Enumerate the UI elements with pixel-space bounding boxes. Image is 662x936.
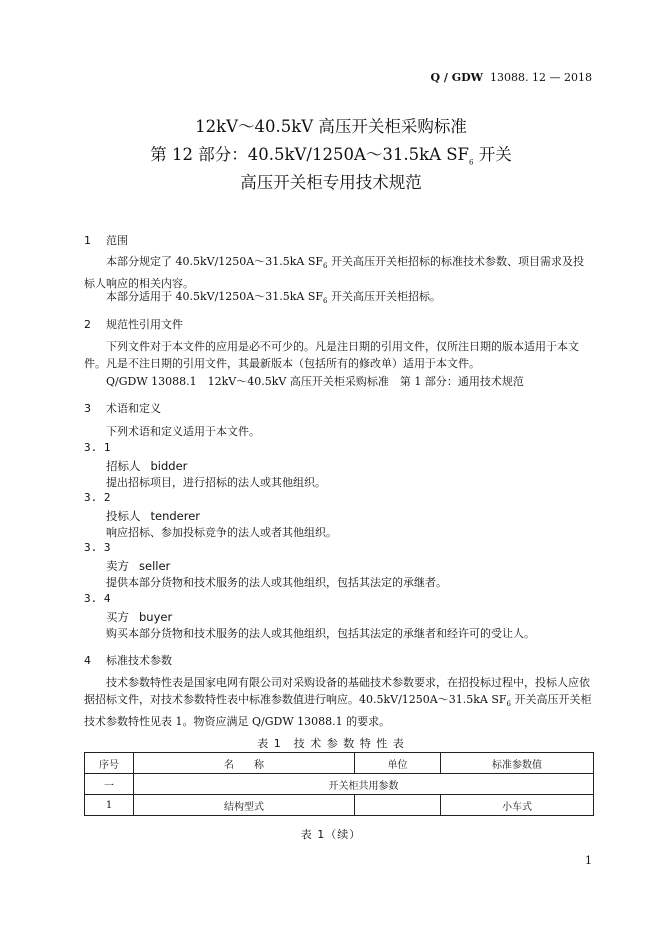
title-line1: 12kV～40.5kV 高压开关柜采购标准 (195, 117, 467, 136)
header-cell: 名 称 (134, 753, 355, 774)
title-line3: 高压开关柜专用技术规范 (240, 173, 422, 192)
section-1-para-1: 本部分规定了 40.5kV/1250A～31.5kA $SF_6$ 开关高压开关柜招标的标准技术参数、项目需求及投标人响应的相关内容。 (84, 255, 584, 291)
header-cell: 序号 (85, 753, 134, 774)
tech-params-table (84, 752, 594, 816)
cell-group-label: 开关柜共用参数 (134, 774, 594, 795)
term-title: 投标人 tenderer (106, 509, 201, 523)
document-code: Q / GDW 13088. 12 — 2018 (430, 71, 592, 84)
section-2-reference: Q/GDW 13088.1 12kV～40.5kV 高压开关柜采购标准 第 1 部分：通用技术规范 (106, 375, 524, 388)
term-definition: 响应招标、参加投标竞争的法人或者其他组织。 (106, 526, 337, 539)
cell-num: 一 (85, 774, 134, 795)
section-3-para-1: 下列术语和定义适用于本文件。 (106, 425, 260, 438)
term-title: 卖方 seller (106, 559, 171, 573)
term-title: 买方 buyer (106, 610, 173, 624)
section-4-heading: 4 标准技术参数 (84, 654, 172, 667)
section-2-para-1: 下列文件对于本文件的应用是必不可少的。凡是注日期的引用文件，仅所注日期的版本适用于本文件。凡是不注日期的引用文件，其最新版本（包括所有的修改单）适用于本文件。 (84, 340, 579, 370)
cell-unit (355, 795, 441, 816)
header-cell: 标准参数值 (441, 753, 594, 774)
table-row (85, 795, 594, 816)
title-line2: 第 12 部分：40.5kV/1250A～31.5kA $SF_6$ 开关 (150, 145, 512, 167)
term-number: 3. 3 (84, 541, 111, 554)
term-definition: 提供本部分货物和技术服务的法人或其他组织，包括其法定的承继者。 (106, 576, 447, 589)
section-4-para-1: 技术参数特性表是国家电网有限公司对采购设备的基础技术参数要求，在招投标过程中，投标人应依据招标文件，对技术参数特性表中标准参数值进行响应。40.5kV/1250A～31.5kA $SF_6$ 开关高压开关柜技术参数特性见表 1。物资应满足 Q/GDW 13088.1 的要求。 (84, 676, 592, 729)
term-definition: 购买本部分货物和技术服务的法人或其他组织，包括其法定的承继者和经许可的受让人。 (106, 627, 535, 640)
table-continued-caption: 表 1（续） (300, 828, 362, 841)
page-number: 1 (585, 854, 592, 867)
section-1-heading: 1 范围 (84, 234, 128, 247)
section-1-para-2: 本部分适用于 40.5kV/1250A～31.5kA $SF_6$ 开关高压开关柜招标。 (106, 290, 441, 306)
section-3-heading: 3 术语和定义 (84, 402, 161, 415)
cell-value: 小车式 (441, 795, 594, 816)
term-number: 3. 2 (84, 491, 111, 504)
cell-name: 结构型式 (134, 795, 355, 816)
term-definition: 提出招标项目，进行招标的法人或其他组织。 (106, 476, 326, 489)
table-caption: 表 1 技 术 参 数 特 性 表 (257, 737, 405, 750)
table-row (85, 774, 594, 795)
term-number: 3. 1 (84, 441, 111, 454)
table-header-row (85, 753, 594, 774)
term-title: 招标人 bidder (106, 459, 188, 473)
section-2-heading: 2 规范性引用文件 (84, 318, 183, 331)
header-cell: 单位 (355, 753, 441, 774)
term-number: 3. 4 (84, 592, 111, 605)
cell-num: 1 (85, 795, 134, 816)
